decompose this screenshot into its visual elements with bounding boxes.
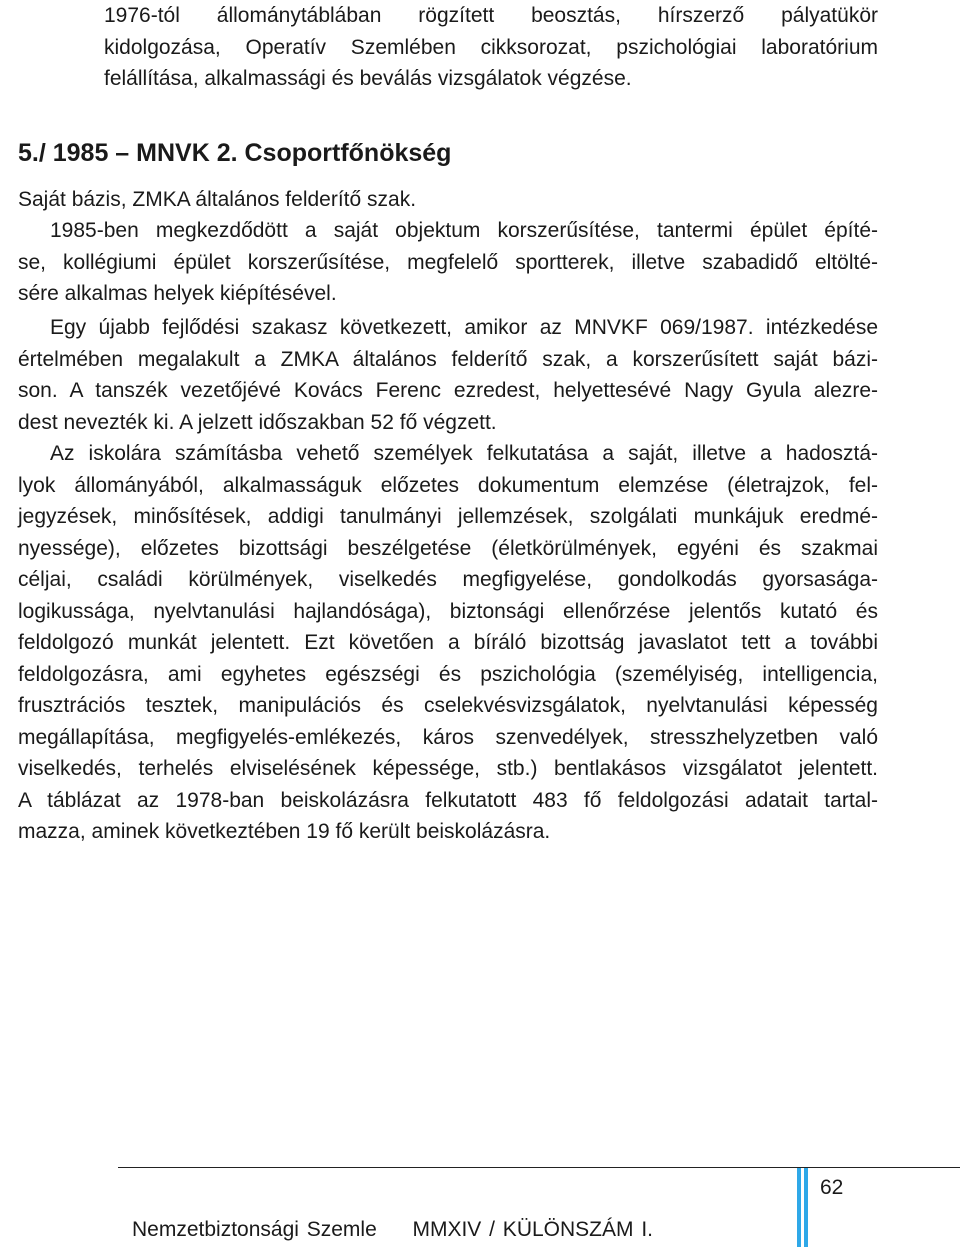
footer-rule [118,1167,960,1168]
page-number: 62 [820,1176,844,1199]
footer-bar [804,1168,808,1247]
text-line: viselkedés, terhelés elviselésének képessége, stb.) bentlakásos vizsgálatot jelentett. [18,757,878,780]
text-line: se, kollégiumi épület korszerűsítése, megfelelő sportterek, illetve szabadidő eltölté- [18,250,878,274]
text-line: feldolgozó munkát jelentett. Ezt követően a bíráló bizottság javaslatot tett a további [18,631,878,654]
text-line: jegyzések, minősítések, addigi tanulmányi jellemzések, szolgálati munkájuk eredmé- [18,505,878,528]
text-line: feldolgozásra, ami egyhetes egészségi és pszichológia (személyiség, intelligencia, [18,662,878,686]
journal-title: Nemzetbiztonsági Szemle [132,1218,377,1241]
paragraph-department [18,312,878,438]
footer-accent-bars [797,1168,815,1247]
text-line: Egy újabb fejlődési szakasz következett, amikor az MNVKF 069/1987. intézkedése [50,316,878,339]
journal-issue: MMXIV / KÜLÖNSZÁM I. [412,1218,653,1241]
section-heading: 5./ 1985 – MNVK 2. Csoportfőnökség [18,139,452,167]
text-line: megállapítása, megfigyelés-emlékezés, káros szenvedélyek, stresszhelyzetben való [18,725,878,749]
text-line: kidolgozása, Operatív Szemlében cikksorozat, pszichológiai laboratórium [104,35,878,59]
footer-bar [797,1168,801,1247]
footer-journal-line [132,1216,653,1244]
text-line: son. A tanszék vezetőjévé Kovács Ferenc ezredest, helyettesévé Nagy Gyula alezre- [18,379,878,402]
paragraph-selection [18,438,878,848]
text-line: céljai, családi körülmények, viselkedés megfigyelése, gondolkodás gyorsasága- [18,568,878,591]
text-line: dest nevezték ki. A jelzett időszakban 52 fő végzett. [18,410,497,434]
text-line: logikussága, nyelvtanulási hajlandósága), biztonsági ellenőrzése jelentős kutató és [18,599,878,623]
section-subheading: Saját bázis, ZMKA általános felderítő szak. [18,188,417,211]
text-line: 1976-tól állománytáblában rögzített beosztás, hírszerző pályatükör [104,4,878,27]
text-line: sére alkalmas helyek kiépítésével. [18,282,337,305]
text-line: lyok állományából, alkalmasságuk előzetes dokumentum elemzése (életrajzok, fel- [18,473,878,497]
text-line: 1985-ben megkezdődött a saját objektum korszerűsítése, tantermi épület építé- [50,219,878,242]
text-line: Az iskolára számításba vehető személyek felkutatása a saját, illetve a hadosztá- [50,442,878,465]
text-line: értelmében megalakult a ZMKA általános felderítő szak, a korszerűsített saját bázi- [18,347,878,371]
text-line: A táblázat az 1978-ban beiskolázásra felkutatott 483 fő feldolgozási adatait tartal- [18,788,878,812]
paragraph-facility [18,215,878,310]
intro-paragraph [104,0,878,95]
text-line: nyessége), előzetes bizottsági beszélgetése (életkörülmények, egyéni és szakmai [18,536,878,560]
text-line: mazza, aminek következtében 19 fő került beiskolázásra. [18,820,551,843]
text-line: frusztrációs tesztek, manipulációs és cselekvésvizsgálatok, nyelvtanulási képesség [18,694,878,717]
text-line: felállítása, alkalmassági és beválás vizsgálatok végzése. [104,67,632,90]
